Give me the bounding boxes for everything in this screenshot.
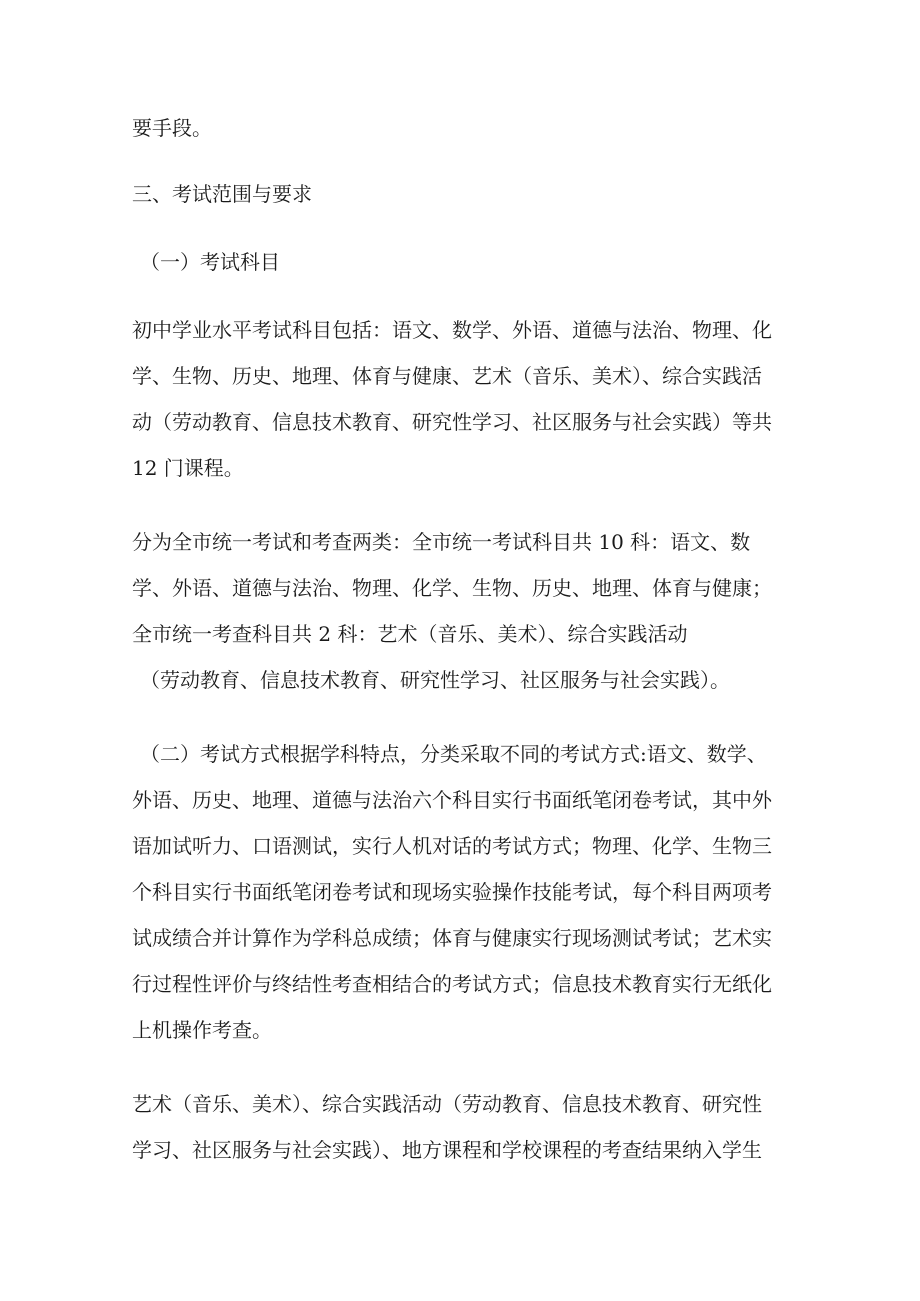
paragraph-subjects-line-4: 12 门课程。 — [132, 456, 244, 480]
paragraph-methods-line-3: 语加试听力、口语测试，实行人机对话的考试方式；物理、化学、生物三 — [132, 834, 772, 858]
paragraph-methods-line-6: 行过程性评价与终结性考查相结合的考试方式；信息技术教育实行无纸化 — [132, 972, 772, 996]
paragraph-methods-line-2: 外语、历史、地理、道德与法治六个科目实行书面纸笔闭卷考试，其中外 — [132, 788, 772, 812]
subsection-heading-1: （一）考试科目 — [140, 250, 280, 274]
paragraph-assessment-line-1: 艺术（音乐、美术）、综合实践活动（劳动教育、信息技术教育、研究性 — [132, 1092, 762, 1116]
paragraph-subjects-line-2: 学、生物、历史、地理、体育与健康、艺术（音乐、美术）、综合实践活 — [132, 364, 762, 388]
text-line-continuation: 要手段。 — [132, 116, 212, 140]
paragraph-methods-line-4: 个科目实行书面纸笔闭卷考试和现场实验操作技能考试，每个科目两项考 — [132, 880, 772, 904]
paragraph-assessment-line-2: 学习、社区服务与社会实践）、地方课程和学校课程的考查结果纳入学生 — [132, 1138, 762, 1162]
paragraph-methods-line-5: 试成绩合并计算作为学科总成绩；体育与健康实行现场测试考试；艺术实 — [132, 926, 772, 950]
paragraph-methods-line-7: 上机操作考查。 — [132, 1018, 272, 1042]
paragraph-methods-line-1: （二）考试方式根据学科特点，分类采取不同的考试方式:语文、数学、 — [140, 742, 767, 766]
paragraph-categories-line-1: 分为全市统一考试和考查两类：全市统一考试科目共 10 科：语文、数 — [132, 530, 751, 554]
paragraph-subjects-line-3: 动（劳动教育、信息技术教育、研究性学习、社区服务与社会实践）等共 — [132, 410, 772, 434]
paragraph-categories-line-3: 全市统一考查科目共 2 科：艺术（音乐、美术）、综合实践活动 — [132, 622, 688, 646]
paragraph-subjects-line-1: 初中学业水平考试科目包括：语文、数学、外语、道德与法治、物理、化 — [132, 318, 772, 342]
paragraph-categories-line-4: （劳动教育、信息技术教育、研究性学习、社区服务与社会实践）。 — [140, 668, 730, 692]
section-heading-3: 三、考试范围与要求 — [132, 182, 312, 206]
paragraph-categories-line-2: 学、外语、道德与法治、物理、化学、生物、历史、地理、体育与健康； — [132, 576, 772, 600]
